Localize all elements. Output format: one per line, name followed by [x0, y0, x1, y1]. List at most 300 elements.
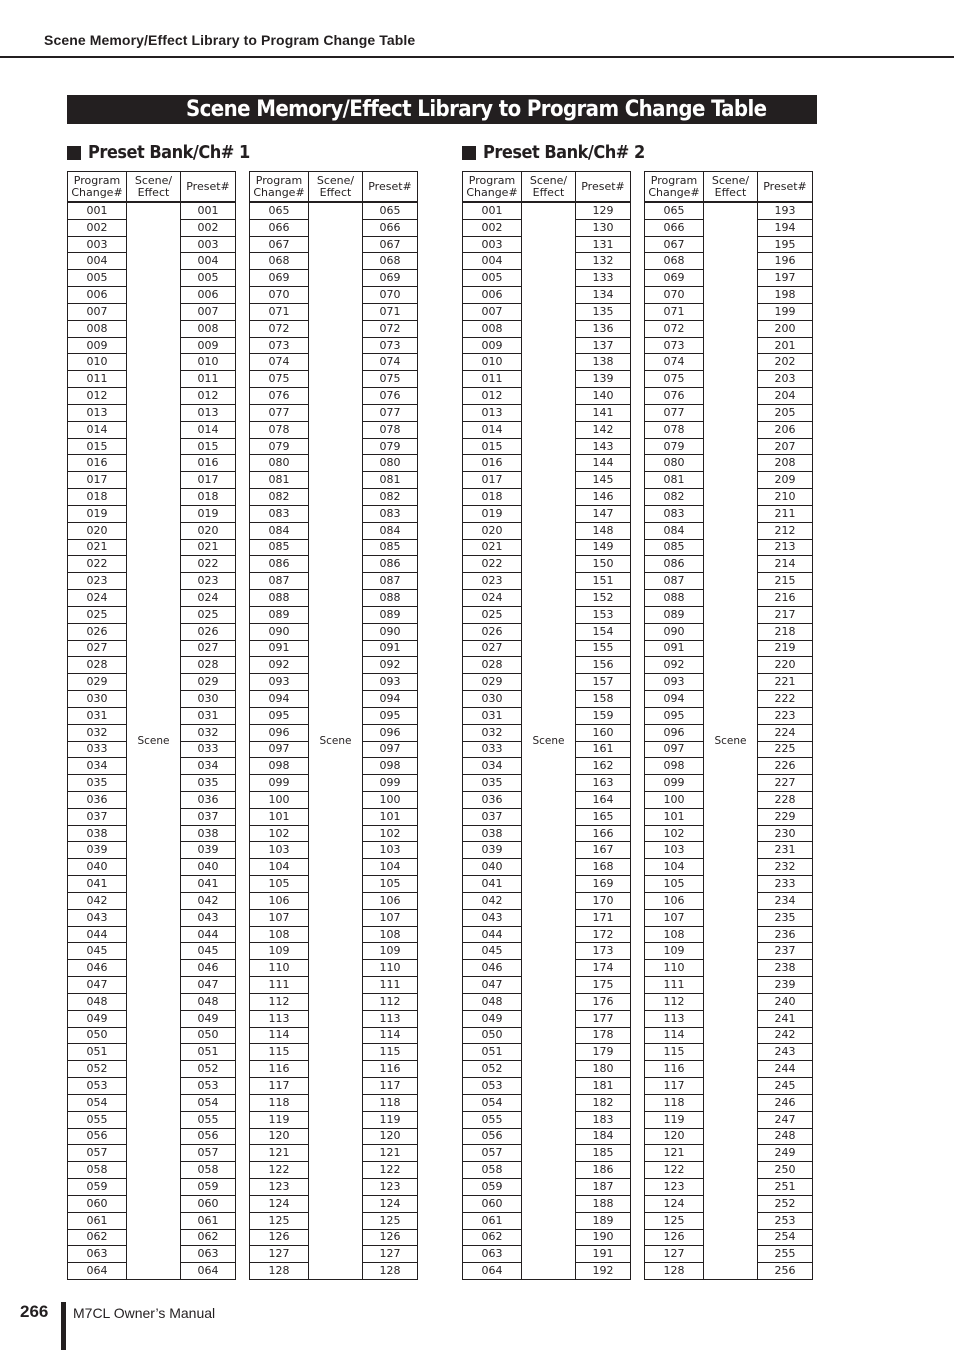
preset-cell: 194 — [758, 219, 813, 236]
preset-cell: 179 — [576, 1044, 631, 1061]
preset-cell: 156 — [576, 657, 631, 674]
program-change-cell: 021 — [463, 539, 522, 556]
program-change-cell: 126 — [645, 1229, 704, 1246]
preset-cell: 101 — [363, 808, 418, 825]
program-change-cell: 035 — [463, 775, 522, 792]
program-change-cell: 127 — [645, 1246, 704, 1263]
program-change-cell: 033 — [68, 741, 127, 758]
program-change-cell: 052 — [68, 1061, 127, 1078]
preset-cell: 196 — [758, 253, 813, 270]
preset-cell: 017 — [181, 472, 236, 489]
preset-cell: 066 — [363, 219, 418, 236]
program-change-cell: 007 — [68, 303, 127, 320]
program-change-cell: 010 — [68, 354, 127, 371]
program-change-cell: 053 — [68, 1078, 127, 1095]
preset-cell: 096 — [363, 724, 418, 741]
program-change-cell: 058 — [463, 1162, 522, 1179]
header-preset-text: Preset# — [368, 179, 412, 193]
program-change-cell: 079 — [645, 438, 704, 455]
program-change-cell: 051 — [68, 1044, 127, 1061]
program-change-cell: 015 — [68, 438, 127, 455]
program-change-cell: 127 — [250, 1246, 309, 1263]
preset-cell: 052 — [181, 1061, 236, 1078]
program-change-cell: 110 — [645, 960, 704, 977]
preset-cell: 221 — [758, 674, 813, 691]
program-change-cell: 010 — [463, 354, 522, 371]
program-change-cell: 123 — [250, 1179, 309, 1196]
program-change-cell: 128 — [645, 1263, 704, 1280]
preset-cell: 205 — [758, 404, 813, 421]
preset-cell: 248 — [758, 1128, 813, 1145]
program-change-cell: 060 — [68, 1195, 127, 1212]
program-change-cell: 003 — [68, 236, 127, 253]
program-change-cell: 027 — [68, 640, 127, 657]
preset-cell: 062 — [181, 1229, 236, 1246]
header-program-change — [645, 172, 704, 203]
program-change-cell: 008 — [68, 320, 127, 337]
program-change-cell: 106 — [645, 892, 704, 909]
preset-cell: 060 — [181, 1195, 236, 1212]
preset-cell: 027 — [181, 640, 236, 657]
program-change-cell: 065 — [250, 202, 309, 219]
program-change-cell: 118 — [250, 1094, 309, 1111]
preset-cell: 144 — [576, 455, 631, 472]
preset-cell: 170 — [576, 892, 631, 909]
preset-cell: 006 — [181, 287, 236, 304]
preset-cell: 056 — [181, 1128, 236, 1145]
preset-cell: 002 — [181, 219, 236, 236]
preset-cell: 151 — [576, 573, 631, 590]
program-change-cell: 092 — [250, 657, 309, 674]
preset-cell: 083 — [363, 505, 418, 522]
preset-cell: 035 — [181, 775, 236, 792]
preset-cell: 097 — [363, 741, 418, 758]
program-change-cell: 101 — [250, 808, 309, 825]
header-preset-text: Preset# — [186, 179, 230, 193]
header-program-change — [250, 172, 309, 203]
program-change-cell: 126 — [250, 1229, 309, 1246]
preset-cell: 091 — [363, 640, 418, 657]
program-change-cell: 100 — [645, 791, 704, 808]
preset-cell: 104 — [363, 859, 418, 876]
program-change-cell: 084 — [250, 522, 309, 539]
program-change-cell: 022 — [68, 556, 127, 573]
program-change-cell: 093 — [250, 674, 309, 691]
program-change-cell: 098 — [645, 758, 704, 775]
program-change-cell: 011 — [463, 371, 522, 388]
preset-cell: 049 — [181, 1010, 236, 1027]
program-change-cell: 036 — [68, 791, 127, 808]
preset-cell: 224 — [758, 724, 813, 741]
program-change-cell: 057 — [463, 1145, 522, 1162]
program-change-cell: 054 — [68, 1094, 127, 1111]
preset-cell: 016 — [181, 455, 236, 472]
program-change-cell: 062 — [463, 1229, 522, 1246]
preset-cell: 164 — [576, 791, 631, 808]
preset-cell: 059 — [181, 1179, 236, 1196]
program-change-cell: 017 — [68, 472, 127, 489]
header-program-change — [68, 172, 127, 203]
program-change-cell: 026 — [463, 623, 522, 640]
preset-cell: 063 — [181, 1246, 236, 1263]
program-change-cell: 080 — [250, 455, 309, 472]
preset-cell: 230 — [758, 825, 813, 842]
preset-cell: 019 — [181, 505, 236, 522]
program-change-cell: 062 — [68, 1229, 127, 1246]
program-change-cell: 086 — [250, 556, 309, 573]
preset-cell: 145 — [576, 472, 631, 489]
program-change-cell: 066 — [645, 219, 704, 236]
program-change-cell: 047 — [463, 977, 522, 994]
program-change-cell: 024 — [68, 590, 127, 607]
program-change-cell: 041 — [68, 876, 127, 893]
page-number-bar — [61, 1302, 66, 1350]
preset-cell: 169 — [576, 876, 631, 893]
program-change-cell: 043 — [68, 909, 127, 926]
preset-cell: 090 — [363, 623, 418, 640]
program-change-cell: 098 — [250, 758, 309, 775]
preset-cell: 089 — [363, 606, 418, 623]
preset-cell: 072 — [363, 320, 418, 337]
preset-cell: 133 — [576, 270, 631, 287]
preset-cell: 147 — [576, 505, 631, 522]
preset-cell: 054 — [181, 1094, 236, 1111]
preset-cell: 201 — [758, 337, 813, 354]
header-rule — [0, 56, 954, 58]
square-bullet-icon — [67, 146, 81, 160]
program-change-cell: 004 — [463, 253, 522, 270]
header-program-change-text: Change# — [71, 185, 123, 199]
program-change-cell: 006 — [68, 287, 127, 304]
program-change-cell: 113 — [250, 1010, 309, 1027]
program-change-cell: 063 — [463, 1246, 522, 1263]
program-change-cell: 108 — [645, 926, 704, 943]
preset-cell: 216 — [758, 590, 813, 607]
preset-cell: 055 — [181, 1111, 236, 1128]
preset-cell: 214 — [758, 556, 813, 573]
scene-effect-cell: Scene — [309, 202, 363, 1280]
program-change-cell: 007 — [463, 303, 522, 320]
program-change-table-3 — [462, 171, 631, 1280]
preset-cell: 044 — [181, 926, 236, 943]
preset-cell: 077 — [363, 404, 418, 421]
preset-cell: 045 — [181, 943, 236, 960]
program-change-cell: 082 — [250, 489, 309, 506]
preset-cell: 177 — [576, 1010, 631, 1027]
program-change-cell: 019 — [68, 505, 127, 522]
program-change-cell: 028 — [463, 657, 522, 674]
program-change-cell: 124 — [250, 1195, 309, 1212]
program-change-cell: 025 — [68, 606, 127, 623]
program-change-cell: 120 — [645, 1128, 704, 1145]
section-title-text: Preset Bank/Ch# 1 — [88, 142, 250, 163]
preset-cell: 188 — [576, 1195, 631, 1212]
preset-cell: 143 — [576, 438, 631, 455]
preset-cell: 158 — [576, 691, 631, 708]
program-change-cell: 115 — [250, 1044, 309, 1061]
preset-cell: 131 — [576, 236, 631, 253]
preset-cell: 176 — [576, 993, 631, 1010]
header-preset-text: Preset# — [763, 179, 807, 193]
program-change-cell: 049 — [463, 1010, 522, 1027]
preset-cell: 093 — [363, 674, 418, 691]
program-change-cell: 112 — [645, 993, 704, 1010]
program-change-cell: 036 — [463, 791, 522, 808]
program-change-cell: 046 — [68, 960, 127, 977]
preset-cell: 222 — [758, 691, 813, 708]
preset-cell: 148 — [576, 522, 631, 539]
preset-cell: 088 — [363, 590, 418, 607]
program-change-cell: 079 — [250, 438, 309, 455]
table-row — [463, 202, 631, 219]
program-change-cell: 074 — [250, 354, 309, 371]
preset-cell: 065 — [363, 202, 418, 219]
preset-cell: 186 — [576, 1162, 631, 1179]
preset-cell: 189 — [576, 1212, 631, 1229]
program-change-cell: 122 — [250, 1162, 309, 1179]
program-change-cell: 078 — [645, 421, 704, 438]
program-change-cell: 076 — [250, 388, 309, 405]
program-change-cell: 041 — [463, 876, 522, 893]
program-change-cell: 100 — [250, 791, 309, 808]
program-change-cell: 110 — [250, 960, 309, 977]
preset-cell: 057 — [181, 1145, 236, 1162]
preset-cell: 119 — [363, 1111, 418, 1128]
program-change-cell: 015 — [463, 438, 522, 455]
preset-cell: 239 — [758, 977, 813, 994]
preset-cell: 203 — [758, 371, 813, 388]
program-change-cell: 038 — [68, 825, 127, 842]
preset-cell: 218 — [758, 623, 813, 640]
program-change-cell: 042 — [463, 892, 522, 909]
program-change-cell: 057 — [68, 1145, 127, 1162]
preset-cell: 125 — [363, 1212, 418, 1229]
preset-cell: 033 — [181, 741, 236, 758]
preset-cell: 001 — [181, 202, 236, 219]
program-change-cell: 055 — [463, 1111, 522, 1128]
preset-cell: 208 — [758, 455, 813, 472]
program-change-cell: 091 — [250, 640, 309, 657]
program-change-cell: 008 — [463, 320, 522, 337]
preset-cell: 182 — [576, 1094, 631, 1111]
program-change-cell: 089 — [250, 606, 309, 623]
preset-cell: 087 — [363, 573, 418, 590]
preset-cell: 231 — [758, 842, 813, 859]
program-change-cell: 029 — [463, 674, 522, 691]
program-change-cell: 058 — [68, 1162, 127, 1179]
preset-cell: 225 — [758, 741, 813, 758]
program-change-cell: 059 — [463, 1179, 522, 1196]
preset-cell: 255 — [758, 1246, 813, 1263]
program-change-cell: 069 — [250, 270, 309, 287]
program-change-cell: 070 — [250, 287, 309, 304]
program-change-cell: 020 — [463, 522, 522, 539]
preset-cell: 226 — [758, 758, 813, 775]
program-change-cell: 119 — [645, 1111, 704, 1128]
program-change-table-2 — [249, 171, 418, 1280]
program-change-cell: 001 — [463, 202, 522, 219]
program-change-cell: 102 — [250, 825, 309, 842]
program-change-cell: 071 — [250, 303, 309, 320]
program-change-cell: 014 — [463, 421, 522, 438]
program-change-cell: 108 — [250, 926, 309, 943]
preset-cell: 142 — [576, 421, 631, 438]
header-program-change-text: Program — [468, 173, 516, 187]
preset-cell: 061 — [181, 1212, 236, 1229]
preset-cell: 204 — [758, 388, 813, 405]
program-change-cell: 021 — [68, 539, 127, 556]
preset-cell: 095 — [363, 707, 418, 724]
preset-cell: 128 — [363, 1263, 418, 1280]
preset-cell: 155 — [576, 640, 631, 657]
scene-effect-cell: Scene — [127, 202, 181, 1280]
program-change-cell: 038 — [463, 825, 522, 842]
program-change-cell: 034 — [68, 758, 127, 775]
program-change-cell: 068 — [250, 253, 309, 270]
program-change-cell: 074 — [645, 354, 704, 371]
preset-cell: 241 — [758, 1010, 813, 1027]
program-change-cell: 082 — [645, 489, 704, 506]
program-change-cell: 075 — [250, 371, 309, 388]
program-change-cell: 019 — [463, 505, 522, 522]
program-change-cell: 046 — [463, 960, 522, 977]
preset-cell: 014 — [181, 421, 236, 438]
program-change-cell: 049 — [68, 1010, 127, 1027]
program-change-cell: 090 — [250, 623, 309, 640]
program-change-cell: 086 — [645, 556, 704, 573]
program-change-cell: 051 — [463, 1044, 522, 1061]
program-change-cell: 103 — [250, 842, 309, 859]
header-program-change-text: Program — [650, 173, 698, 187]
program-change-cell: 101 — [645, 808, 704, 825]
preset-cell: 246 — [758, 1094, 813, 1111]
preset-cell: 107 — [363, 909, 418, 926]
preset-cell: 175 — [576, 977, 631, 994]
header-program-change-text: Change# — [648, 185, 700, 199]
program-change-cell: 013 — [68, 404, 127, 421]
header-preset — [576, 172, 631, 203]
program-change-cell: 111 — [250, 977, 309, 994]
preset-cell: 163 — [576, 775, 631, 792]
preset-cell: 018 — [181, 489, 236, 506]
program-change-cell: 090 — [645, 623, 704, 640]
program-change-cell: 044 — [463, 926, 522, 943]
program-change-cell: 122 — [645, 1162, 704, 1179]
preset-cell: 227 — [758, 775, 813, 792]
program-change-cell: 012 — [68, 388, 127, 405]
program-change-cell: 043 — [463, 909, 522, 926]
preset-cell: 080 — [363, 455, 418, 472]
preset-cell: 149 — [576, 539, 631, 556]
program-change-cell: 111 — [645, 977, 704, 994]
preset-cell: 206 — [758, 421, 813, 438]
program-change-cell: 109 — [250, 943, 309, 960]
program-change-cell: 045 — [463, 943, 522, 960]
program-change-table-1 — [67, 171, 236, 1280]
program-change-cell: 097 — [645, 741, 704, 758]
preset-cell: 081 — [363, 472, 418, 489]
program-change-cell: 103 — [645, 842, 704, 859]
program-change-cell: 072 — [645, 320, 704, 337]
preset-cell: 105 — [363, 876, 418, 893]
preset-cell: 243 — [758, 1044, 813, 1061]
program-change-cell: 056 — [463, 1128, 522, 1145]
program-change-cell: 065 — [645, 202, 704, 219]
preset-cell: 215 — [758, 573, 813, 590]
program-change-cell: 016 — [68, 455, 127, 472]
program-change-cell: 123 — [645, 1179, 704, 1196]
program-change-cell: 102 — [645, 825, 704, 842]
program-change-cell: 125 — [645, 1212, 704, 1229]
preset-cell: 141 — [576, 404, 631, 421]
program-change-cell: 031 — [68, 707, 127, 724]
preset-cell: 103 — [363, 842, 418, 859]
program-change-cell: 009 — [68, 337, 127, 354]
preset-cell: 256 — [758, 1263, 813, 1280]
scene-effect-cell: Scene — [522, 202, 576, 1280]
program-change-cell: 093 — [645, 674, 704, 691]
page-title: Scene Memory/Effect Library to Program Change Table — [67, 95, 817, 124]
program-change-cell: 031 — [463, 707, 522, 724]
preset-cell: 129 — [576, 202, 631, 219]
preset-cell: 004 — [181, 253, 236, 270]
preset-cell: 012 — [181, 388, 236, 405]
preset-cell: 050 — [181, 1027, 236, 1044]
program-change-cell: 091 — [645, 640, 704, 657]
program-change-cell: 018 — [463, 489, 522, 506]
preset-cell: 020 — [181, 522, 236, 539]
preset-cell: 168 — [576, 859, 631, 876]
program-change-cell: 096 — [250, 724, 309, 741]
preset-cell: 153 — [576, 606, 631, 623]
preset-cell: 094 — [363, 691, 418, 708]
preset-cell: 036 — [181, 791, 236, 808]
program-change-cell: 014 — [68, 421, 127, 438]
preset-cell: 037 — [181, 808, 236, 825]
preset-cell: 211 — [758, 505, 813, 522]
program-change-cell: 118 — [645, 1094, 704, 1111]
program-change-cell: 099 — [645, 775, 704, 792]
header-preset-text: Preset# — [581, 179, 625, 193]
preset-cell: 067 — [363, 236, 418, 253]
program-change-cell: 094 — [645, 691, 704, 708]
preset-cell: 111 — [363, 977, 418, 994]
header-program-change-text: Change# — [466, 185, 518, 199]
program-change-cell: 117 — [645, 1078, 704, 1095]
preset-cell: 124 — [363, 1195, 418, 1212]
program-change-cell: 089 — [645, 606, 704, 623]
preset-cell: 071 — [363, 303, 418, 320]
page-number: 266 — [20, 1302, 49, 1321]
program-change-cell: 106 — [250, 892, 309, 909]
program-change-cell: 081 — [250, 472, 309, 489]
program-change-cell: 002 — [68, 219, 127, 236]
program-change-cell: 040 — [463, 859, 522, 876]
preset-cell: 251 — [758, 1179, 813, 1196]
preset-cell: 217 — [758, 606, 813, 623]
preset-cell: 082 — [363, 489, 418, 506]
program-change-cell: 039 — [68, 842, 127, 859]
program-change-cell: 081 — [645, 472, 704, 489]
program-change-cell: 119 — [250, 1111, 309, 1128]
preset-cell: 015 — [181, 438, 236, 455]
preset-cell: 118 — [363, 1094, 418, 1111]
preset-cell: 007 — [181, 303, 236, 320]
header-scene-effect — [309, 172, 363, 203]
preset-cell: 174 — [576, 960, 631, 977]
preset-cell: 040 — [181, 859, 236, 876]
preset-cell: 110 — [363, 960, 418, 977]
